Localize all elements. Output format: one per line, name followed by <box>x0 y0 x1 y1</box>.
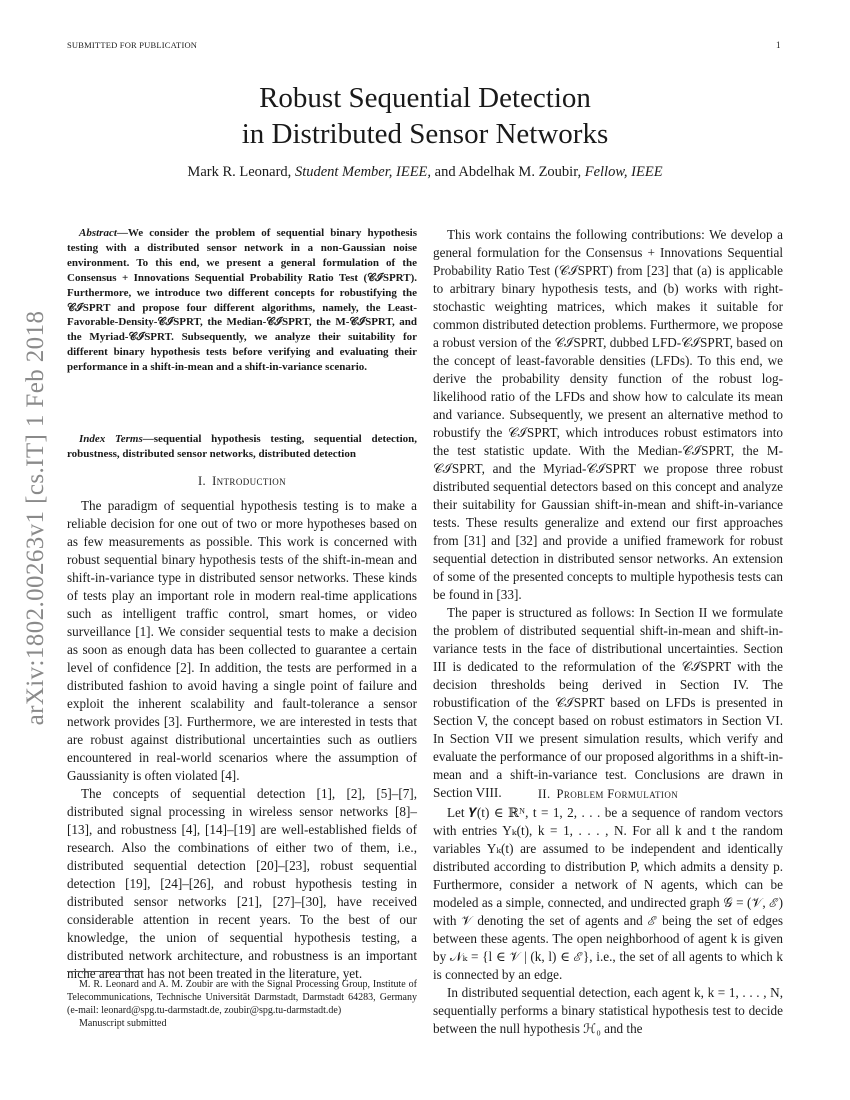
arxiv-stamp-text: arXiv:1802.00263v1 [cs.IT] 1 Feb 2018 <box>22 310 49 725</box>
author-1-name: Mark R. Leonard, <box>187 164 292 180</box>
abstract-text: —We consider the problem of sequential binary hypothesis testing with a distributed sensor network in a non-Gaussian noise environment. To this end, we present a general formulation of the Consensus + Innovations Sequential Probability Ratio Test (𝒞ℐSPRT). Furthermore, we introduce two different concepts for robustifying the 𝒞ℐSPRT and propose four different algorithms, namely, the Least-Favorable-Density-𝒞ℐSPRT, the Median-𝒞ℐSPRT, the M-𝒞ℐSPRT, and the Myriad-𝒞ℐSPRT. Subsequently, we analyze their suitability for different binary hypothesis tests before verifying and evaluating their performance in a shift-in-mean and a shift-in-variance scenario. <box>67 227 417 374</box>
intro-paragraph-1: The paradigm of sequential hypothesis testing is to make a reliable decision for one out of two or more hypotheses based on as few measurements as possible. This work is concerned with robust sequential binary hypothesis tests of the shift-in-mean and shift-in-variance type in distributed sensor networks. These kinds of tests play an important role in modern real-time applications such as intelligent traffic control, smart homes, or video surveillance [1]. We consider sequential tests to make a decision as soon as enough data has been collected to guarantee a certain level of confidence [2]. In addition, the tests are performed in a distributed fashion to avoid having a single point of failure and exploit the inherent scalability and fault-tolerance a sensor network provides [3]. Furthermore, we are interested in tests that are robust against distributional uncertainties such as outliers encountered in real-world scenarios where the assumption of Gaussianity is often violated [4]. <box>67 498 417 783</box>
arxiv-stamp <box>16 285 56 750</box>
author-list <box>80 164 770 181</box>
introduction-body <box>67 497 417 983</box>
section-1-heading <box>67 474 417 489</box>
paper-title-line-2: in Distributed Sensor Networks <box>241 118 609 150</box>
abstract <box>67 226 417 375</box>
page-number: 1 <box>776 40 781 50</box>
problem-formulation-body <box>433 804 783 1038</box>
section-2-heading <box>433 787 783 802</box>
footnote-divider <box>67 971 143 972</box>
contrib-paragraph-1: This work contains the following contributions: We develop a general formulation for the Consensus + Innovations Sequential Probability Ratio Test (𝒞ℐSPRT) from [23] that (a) is applicable to arbitrary binary hypothesis tests, and (b) works with right-stochastic weighting matrices, which makes it suitable for common distributed detection problems. Furthermore, we propose a robust version of the 𝒞ℐSPRT, dubbed LFD-𝒞ℐSPRT, based on the concept of least-favorable densities (LFDs). To this end, we derive the probability density function of the robust log-likelihood ratio of the LFDs and show how to calculate its mean and variance. Subsequently, we present an alternative method to robustify the 𝒞ℐSPRT, which introduces robust estimators into the test statistic update. With the Median-𝒞ℐSPRT, the M-𝒞ℐSPRT, and the Myriad-𝒞ℐSPRT we propose three robust distributed sequential detectors based on this concept and analyze their suitability for Gaussian shift-in-mean and shift-in-variance tests. These results generalize and extend our first approaches from [31] and [32] and provide a unified framework for robust sequential detection in distributed sensor networks. An extension of some of the presented concepts to multiple hypothesis tests can be found in [33]. <box>433 227 783 602</box>
intro-paragraph-2: The concepts of sequential detection [1], [2], [5]–[7], distributed signal processing in wireless sensor networks [8]–[13], and robustness [4], [14]–[19] are well-established fields of research. Also the combinations of either two of them, i.e., distributed sequential detection [20]–[23], robust sequential detection [19], [24]–[26], and robust hypothesis testing in distributed sensor networks [21], [27]–[30], have received considerable attention in recent years. To the best of our knowledge, the union of sequential hypothesis testing, a distributed network architecture, and robustness is an important niche area that has not been treated in the literature, yet. <box>67 786 417 981</box>
author-2-name: and Abdelhak M. Zoubir, <box>434 164 582 180</box>
footnote-affiliation: M. R. Leonard and A. M. Zoubir are with the Signal Processing Group, Institute of Telecommunications, Technische Universität Darmstadt, Darmstadt 64283, Germany (e-mail: leonard@spg.tu-darmstadt.de, zoubir@spg.tu-darmstadt.de) <box>67 979 417 1016</box>
section-2-number: II. <box>537 787 551 801</box>
paper-title <box>100 80 750 152</box>
section-1-title: Introduction <box>212 474 287 488</box>
footnote <box>67 978 417 1030</box>
paper-title-line-1: Robust Sequential Detection <box>259 82 591 114</box>
section-1-number: I. <box>197 474 207 488</box>
author-2-role: Fellow, IEEE <box>584 164 663 180</box>
index-terms <box>67 432 417 462</box>
sec2-paragraph-1: Let 𝒀(t) ∈ ℝᴺ, t = 1, 2, . . . be a sequence of random vectors with entries Yₖ(t), k = 1, . . . , N. For all k and t the random variables Yₖ(t) are assumed to be independent and identically distributed according to distribution P, which admits a density p. Furthermore, consider a network of N agents, which can be modeled as a simple, connected, and undirected graph 𝒢 = (𝒱, ℰ) with 𝒱 denoting the set of agents and ℰ being the set of edges between these agents. The open neighborhood of agent k is given by 𝒩ₖ = {l ∈ 𝒱 | (k, l) ∈ ℰ}, i.e., the set of all agents to which k is connected by an edge. <box>433 805 783 982</box>
author-1-role: Student Member, IEEE, <box>294 164 432 180</box>
sec2-paragraph-2: In distributed sequential detection, each agent k, k = 1, . . . , N, sequentially performs a binary statistical hypothesis test to decide between the null hypothesis ℋ₀ and the <box>433 985 783 1036</box>
section-2-title: Problem Formulation <box>556 787 679 801</box>
index-terms-label: Index Terms <box>79 433 143 445</box>
abstract-label: Abstract <box>79 227 117 239</box>
contributions-body <box>433 226 783 802</box>
running-head: SUBMITTED FOR PUBLICATION <box>67 40 198 50</box>
index-terms-text: —sequential hypothesis testing, sequential detection, robustness, distributed sensor networks, distributed detection <box>67 433 417 460</box>
contrib-paragraph-2: The paper is structured as follows: In Section II we formulate the problem of distributed sequential shift-in-mean and shift-in-variance tests in the face of distributional uncertainties. Section III is dedicated to the reformulation of the 𝒞ℐSPRT with the decision thresholds being derived in Section IV. The robustification of the 𝒞ℐSPRT based on LFDs is presented in Section V, the concept based on robust estimators in Section VI. In Section VII we present simulation results, which verify and evaluate the performance of our proposed algorithms in a shift-in-mean and a shift-in-variance test. Conclusions are drawn in Section VIII. <box>433 605 783 800</box>
footnote-status: Manuscript submitted <box>79 1018 167 1029</box>
